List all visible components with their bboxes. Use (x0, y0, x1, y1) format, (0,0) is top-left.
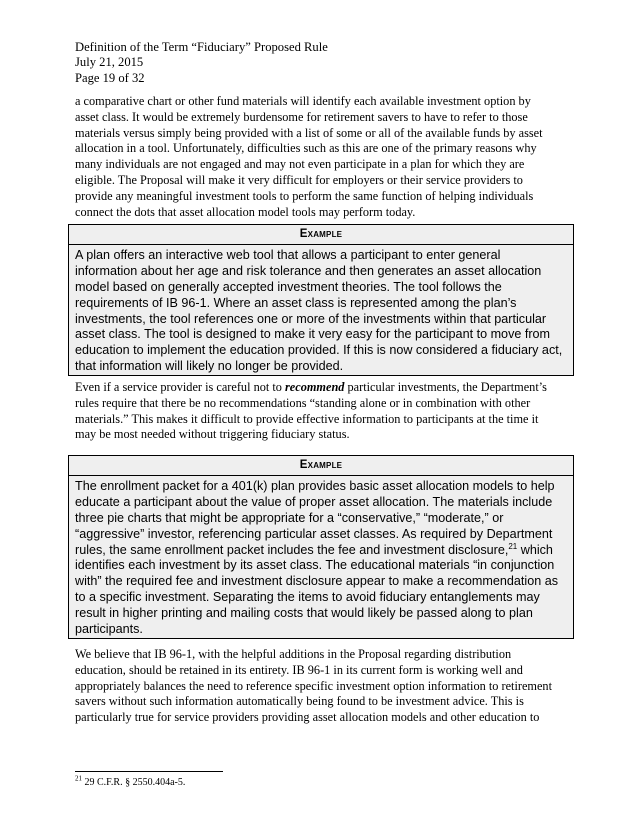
paragraph-line: many individuals are not engaged and may not even participate in a plan for which they are (75, 157, 525, 172)
paragraph-line: appropriately balances the need to reference specific investment option information to retirement (75, 678, 552, 693)
example-box-2 (68, 455, 574, 639)
paragraph-line: allocation in a tool. Unfortunately, difficulties such as this are one of the primary reasons why (75, 141, 537, 156)
paragraph-line: provide any meaningful investment tools to perform the same function of helping individuals (75, 188, 534, 203)
header-title: Definition of the Term “Fiduciary” Proposed Rule (75, 40, 328, 54)
paragraph-line: a comparative chart or other fund materials will identify each available investment option by (75, 94, 531, 108)
example-line: that information will likely no longer be provided. (75, 359, 344, 374)
paragraph-line (75, 380, 565, 396)
header-date: July 21, 2015 (75, 55, 144, 70)
paragraph-line: eligible. The Proposal will make it very difficult for employers or their service providers to (75, 172, 523, 187)
example-line: asset class. The tool is designed to make it very easy for the participant to move from (75, 327, 551, 342)
example-line: three pie charts that might be appropriate for a “conservative,” “moderate,” or (75, 510, 504, 525)
paragraph-3 (75, 647, 565, 726)
example-line: education to implement the education provided. If this is now considered a fiduciary act, (75, 343, 563, 358)
emphasized-word: recommend (285, 380, 345, 394)
footnote-number: 21 (75, 774, 82, 783)
example-line: investments, the tool references one or more of the investments within that particular (75, 311, 547, 326)
example-text: which (517, 542, 553, 557)
paragraph-line: We believe that IB 96-1, with the helpful additions in the Proposal regarding distribution (75, 647, 512, 661)
header-page-number: Page 19 of 32 (75, 70, 145, 85)
example-line: The enrollment packet for a 401(k) plan provides basic asset allocation models to help (75, 479, 555, 493)
example-box-title: Example (299, 459, 343, 471)
paragraph-line: materials.” This makes it difficult to provide effective information to participants at the time it (75, 411, 539, 426)
example-line: result in higher printing and mailing costs that would likely be passed along to plan (75, 606, 533, 621)
example-text: rules, the same enrollment packet includes the fee and investment disclosure, (75, 542, 509, 557)
example-line: requirements of IB 96-1. Where an asset class is represented among the plan’s (75, 295, 517, 310)
paragraph-line: materials versus simply being provided with a list of some or all of the available funds by asset (75, 125, 543, 140)
example-line: A plan offers an interactive web tool that allows a participant to enter general (75, 248, 501, 262)
paragraph-line: education, should be retained in its entirety. IB 96-1 in its current form is working well and (75, 662, 523, 677)
example-box-body (69, 475, 573, 638)
paragraph-2 (75, 380, 565, 443)
page-header (75, 40, 328, 86)
paragraph-line: savers without such information automatically being found to be investment advice. This is (75, 694, 524, 709)
example-line: model based on generally accepted investment theories. The tool follows the (75, 279, 502, 294)
example-line: participants. (75, 622, 143, 637)
paragraph-1 (75, 94, 565, 220)
example-line: with” the required fee and investment disclosure appear to make a recommendation as (75, 574, 559, 589)
footnote-text: 29 C.F.R. § 2550.404a-5. (82, 777, 186, 788)
example-box-1 (68, 224, 574, 376)
paragraph-line: particularly true for service providers providing asset allocation models and other education to (75, 710, 540, 725)
paragraph-line: asset class. It would be extremely burdensome for retirement savers to have to refer to those (75, 109, 528, 124)
footnote-divider (75, 771, 223, 772)
paragraph-line: connect the dots that asset allocation model tools may perform today. (75, 204, 416, 219)
paragraph-line: may be most needed without triggering fiduciary status. (75, 427, 350, 442)
example-line (75, 543, 567, 559)
paragraph-text: Even if a service provider is careful not to (75, 380, 285, 394)
example-line: educate a participant about the value of proper asset allocation. The materials include (75, 494, 553, 509)
example-box-body (69, 244, 573, 375)
footnote (75, 774, 186, 789)
paragraph-line: rules require that there be no recommendations “standing alone or in combination with other (75, 395, 531, 410)
example-box-title: Example (299, 228, 343, 240)
example-line: “aggressive” investor, referencing particular asset classes. As required by Department (75, 526, 553, 541)
example-line: identifies each investment by its asset class. The educational materials “in conjunction (75, 558, 555, 573)
footnote-reference[interactable]: 21 (508, 541, 518, 551)
paragraph-text: particular investments, the Department’s (344, 380, 547, 394)
example-line: to a specific investment. Separating the items to avoid fiduciary entanglements may (75, 590, 540, 605)
example-line: information about her age and risk tolerance and then generates an asset allocation (75, 263, 542, 278)
